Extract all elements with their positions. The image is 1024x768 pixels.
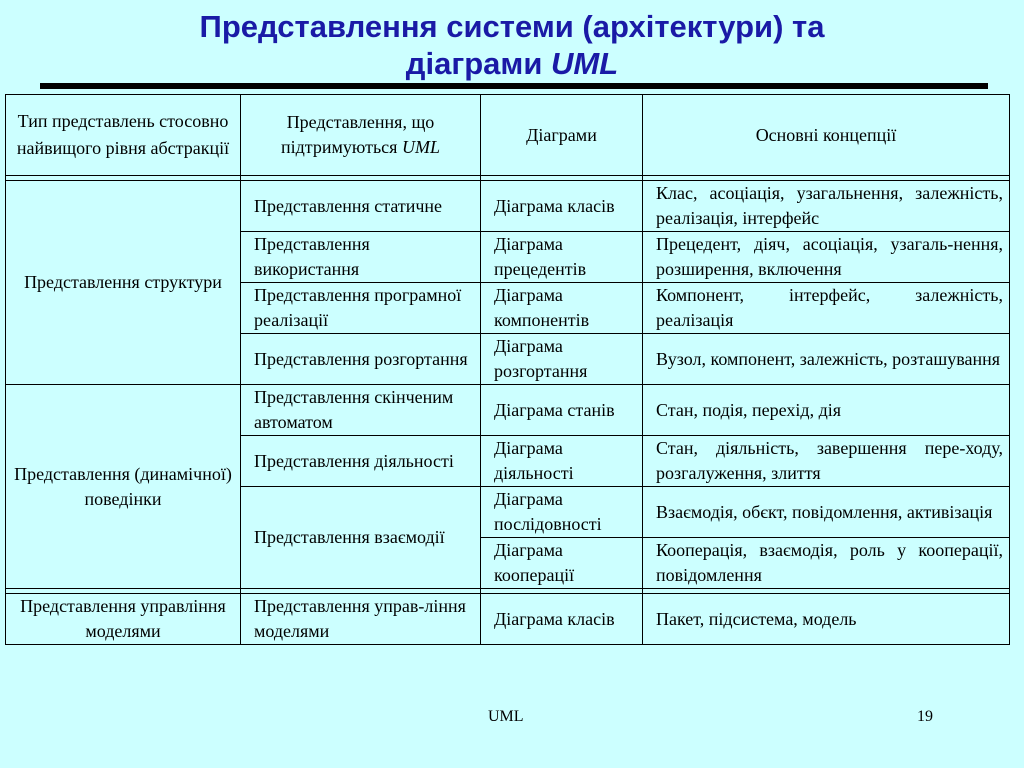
diagram-cell: Діаграма послідовності [481, 487, 643, 538]
table-header-row [6, 95, 1010, 176]
concepts-cell: Компонент, інтерфейс, залежність, реалізація [643, 283, 1010, 334]
view-cell: Представлення статичне [241, 181, 481, 232]
concepts-cell: Клас, асоціація, узагальнення, залежність, реалізація, інтерфейс [643, 181, 1010, 232]
table-row [6, 385, 1010, 436]
view-cell: Представлення діяльності [241, 436, 481, 487]
view-cell: Представлення розгортання [241, 334, 481, 385]
concepts-cell: Стан, діяльність, завершення пере-ходу, розгалуження, злиття [643, 436, 1010, 487]
concepts-cell: Прецедент, діяч, асоціація, узагаль-нення, розширення, включення [643, 232, 1010, 283]
table-row [6, 594, 1010, 645]
page-number: 19 [917, 708, 933, 725]
diagram-cell: Діаграма класів [481, 594, 643, 645]
header-supported-views [241, 95, 481, 176]
header-concepts: Основні концепції [643, 95, 1010, 176]
concepts-cell: Пакет, підсистема, модель [643, 594, 1010, 645]
header-abstraction-type: Тип представлень стосовно найвищого рівня абстракції [6, 95, 241, 176]
category-behavior: Представлення (динамічної) поведінки [6, 385, 241, 589]
diagram-cell: Діаграма діяльності [481, 436, 643, 487]
slide-title-line1: Представлення системи (архітектури) та [199, 9, 825, 44]
view-cell: Представлення управ-ління моделями [241, 594, 481, 645]
slide-title-uml: UML [551, 46, 619, 81]
diagram-cell: Діаграма класів [481, 181, 643, 232]
header-supported-views-uml: UML [401, 137, 440, 157]
view-cell: Представлення скінченим автоматом [241, 385, 481, 436]
header-diagrams: Діаграми [481, 95, 643, 176]
category-structure: Представлення структури [6, 181, 241, 385]
view-cell: Представлення взаємодії [241, 487, 481, 589]
concepts-cell: Стан, подія, перехід, дія [643, 385, 1010, 436]
concepts-cell: Вузол, компонент, залежність, розташування [643, 334, 1010, 385]
slide-title [0, 8, 1024, 82]
table-row [6, 181, 1010, 232]
view-cell: Представлення використання [241, 232, 481, 283]
diagram-cell: Діаграма кооперації [481, 538, 643, 589]
title-underline [40, 83, 988, 89]
category-model-management: Представлення управління моделями [6, 594, 241, 645]
diagram-cell: Діаграма розгортання [481, 334, 643, 385]
views-table [5, 94, 1010, 645]
header-supported-views-text: Представлення, що підтримуються [281, 112, 435, 157]
concepts-cell: Кооперація, взаємодія, роль у кооперації, повідомлення [643, 538, 1010, 589]
diagram-cell: Діаграма станів [481, 385, 643, 436]
footer-label: UML [488, 708, 524, 725]
slide-title-line2-text: діаграми [405, 46, 552, 81]
diagram-cell: Діаграма компонентів [481, 283, 643, 334]
diagram-cell: Діаграма прецедентів [481, 232, 643, 283]
slide-title-line2 [0, 45, 1024, 82]
concepts-cell: Взаємодія, обєкт, повідомлення, активізація [643, 487, 1010, 538]
view-cell: Представлення програмної реалізації [241, 283, 481, 334]
